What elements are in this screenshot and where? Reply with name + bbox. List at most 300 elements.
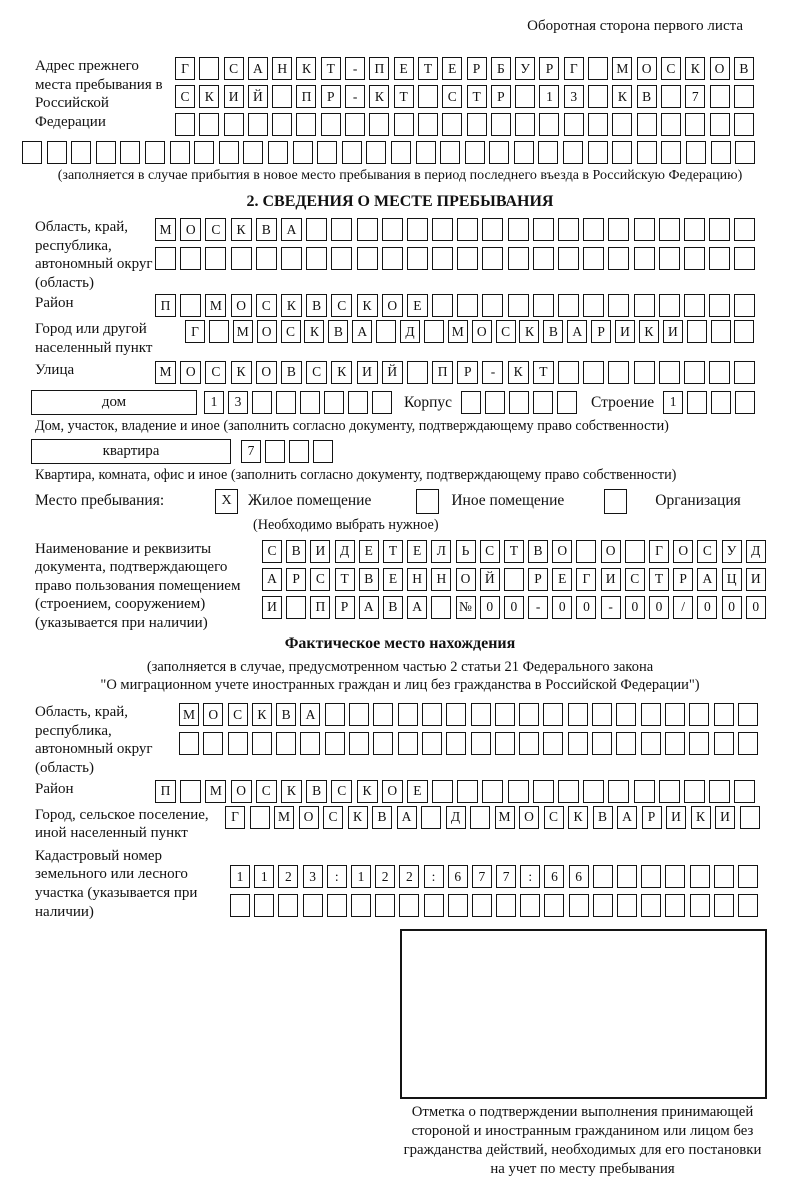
char-box: 2 — [399, 865, 419, 888]
char-box — [684, 294, 705, 317]
char-box — [659, 247, 680, 270]
char-row — [175, 57, 754, 80]
char-box: О — [601, 540, 621, 563]
char-box: И — [663, 320, 683, 343]
char-box — [665, 732, 685, 755]
previous-address-note: (заполняется в случае прибытия в новое место пребывания в период последнего въезда в Российскую Федерацию) — [57, 168, 743, 183]
char-box — [634, 361, 655, 384]
char-box: О — [710, 57, 730, 80]
char-box: К — [357, 780, 378, 803]
char-box — [265, 440, 285, 463]
char-box: Г — [175, 57, 195, 80]
char-box — [407, 218, 428, 241]
char-box: С — [306, 361, 327, 384]
char-box: К — [357, 294, 378, 317]
city-label: Город или другой населенный пункт — [35, 321, 153, 356]
char-box: 1 — [204, 391, 224, 414]
char-box: 0 — [697, 596, 717, 619]
char-box — [711, 141, 731, 164]
char-box — [684, 780, 705, 803]
char-box — [665, 894, 685, 917]
char-box: И — [224, 85, 244, 108]
char-box: Н — [272, 57, 292, 80]
char-box: В — [328, 320, 348, 343]
char-box: М — [274, 806, 294, 829]
char-box: Й — [480, 568, 500, 591]
char-box: О — [472, 320, 492, 343]
char-box: 7 — [685, 85, 705, 108]
street-label: Улица — [35, 361, 75, 378]
char-box — [376, 320, 396, 343]
char-box — [205, 247, 226, 270]
char-box: 0 — [480, 596, 500, 619]
char-box — [180, 780, 201, 803]
char-box — [734, 85, 754, 108]
char-box: С — [224, 57, 244, 80]
char-box — [199, 113, 219, 136]
char-box — [268, 141, 288, 164]
char-box — [588, 85, 608, 108]
char-box: М — [205, 780, 226, 803]
stroenie-label: Строение — [591, 393, 655, 411]
char-box — [369, 113, 389, 136]
char-box — [514, 141, 534, 164]
char-box: 1 — [663, 391, 683, 414]
char-box — [685, 113, 705, 136]
char-box — [568, 703, 588, 726]
char-box: П — [296, 85, 316, 108]
char-box — [399, 894, 419, 917]
char-box — [634, 780, 655, 803]
char-box — [734, 247, 755, 270]
char-box: И — [615, 320, 635, 343]
section2-title: 2. СВЕДЕНИЯ О МЕСТЕ ПРЕБЫВАНИЯ — [246, 193, 554, 210]
char-box — [564, 113, 584, 136]
char-box — [416, 141, 436, 164]
char-box — [296, 113, 316, 136]
char-box: О — [382, 780, 403, 803]
char-box: 2 — [278, 865, 298, 888]
korpus-row — [461, 391, 577, 414]
char-box — [659, 218, 680, 241]
char-box: К — [691, 806, 711, 829]
char-box: / — [673, 596, 693, 619]
field-city — [35, 320, 765, 357]
char-box — [470, 806, 490, 829]
char-box: С — [496, 320, 516, 343]
char-box — [508, 218, 529, 241]
char-row — [155, 247, 755, 270]
char-box — [22, 141, 42, 164]
char-box — [593, 894, 613, 917]
char-box: Й — [382, 361, 403, 384]
char-box: Р — [335, 596, 355, 619]
char-box — [482, 780, 503, 803]
char-box: Р — [528, 568, 548, 591]
char-box: О — [203, 703, 223, 726]
char-box — [248, 113, 268, 136]
house-type-box: дом — [31, 390, 197, 415]
char-box: О — [299, 806, 319, 829]
char-box: М — [448, 320, 468, 343]
char-box: 1 — [351, 865, 371, 888]
char-box: Т — [394, 85, 414, 108]
char-box: П — [432, 361, 453, 384]
char-box: 1 — [539, 85, 559, 108]
char-box — [276, 391, 296, 414]
char-box: М — [155, 218, 176, 241]
char-box — [432, 780, 453, 803]
char-box — [533, 391, 553, 414]
char-box: : — [327, 865, 347, 888]
char-box — [519, 703, 539, 726]
char-box: А — [407, 596, 427, 619]
apartment-row — [31, 439, 765, 464]
char-box: К — [252, 703, 272, 726]
char-box: О — [180, 361, 201, 384]
char-row — [230, 865, 758, 888]
char-row — [179, 703, 758, 726]
char-box: 0 — [552, 596, 572, 619]
char-row — [225, 806, 760, 829]
char-box — [583, 294, 604, 317]
char-box — [495, 732, 515, 755]
char-row — [175, 85, 754, 108]
char-box: Д — [400, 320, 420, 343]
char-box — [641, 894, 661, 917]
char-box: Е — [359, 540, 379, 563]
char-box — [625, 540, 645, 563]
char-box: 0 — [746, 596, 766, 619]
char-box — [209, 320, 229, 343]
char-box: П — [369, 57, 389, 80]
char-box: В — [383, 596, 403, 619]
char-box — [738, 894, 758, 917]
char-box — [714, 865, 734, 888]
char-box: Т — [383, 540, 403, 563]
char-box — [407, 361, 428, 384]
char-row — [155, 218, 755, 241]
char-box: Г — [576, 568, 596, 591]
char-box — [228, 732, 248, 755]
char-row — [179, 732, 758, 755]
char-box: О — [257, 320, 277, 343]
char-box — [714, 703, 734, 726]
char-box — [661, 141, 681, 164]
char-box: О — [519, 806, 539, 829]
char-box: В — [593, 806, 613, 829]
char-box: А — [697, 568, 717, 591]
char-box: К — [231, 218, 252, 241]
char-box — [120, 141, 140, 164]
char-box — [306, 247, 327, 270]
char-box — [533, 294, 554, 317]
char-box — [324, 391, 344, 414]
char-box: В — [281, 361, 302, 384]
char-box — [286, 596, 306, 619]
char-box: В — [256, 218, 277, 241]
char-box: С — [331, 780, 352, 803]
char-box: Н — [407, 568, 427, 591]
city-actual-label: Город, сельское поселение, иной населенный пункт — [35, 806, 209, 842]
char-box — [544, 894, 564, 917]
char-box — [382, 218, 403, 241]
char-box — [293, 141, 313, 164]
char-box — [612, 113, 632, 136]
char-box — [254, 894, 274, 917]
char-box: А — [617, 806, 637, 829]
char-box: В — [528, 540, 548, 563]
char-box: К — [331, 361, 352, 384]
char-box — [306, 218, 327, 241]
char-box — [155, 247, 176, 270]
char-box: 0 — [649, 596, 669, 619]
char-box: М — [205, 294, 226, 317]
char-box: Е — [383, 568, 403, 591]
district-label: Район — [35, 295, 74, 312]
char-box: 0 — [625, 596, 645, 619]
char-box — [659, 361, 680, 384]
char-box: Г — [649, 540, 669, 563]
house-note: Дом, участок, владение и иное (заполнить согласно документу, подтверждающему право собственности) — [35, 417, 669, 434]
stay-type-row — [35, 489, 765, 514]
char-box — [272, 113, 292, 136]
char-box: 6 — [544, 865, 564, 888]
char-box — [325, 732, 345, 755]
char-box — [665, 703, 685, 726]
char-box — [219, 141, 239, 164]
char-box — [714, 894, 734, 917]
char-box — [558, 294, 579, 317]
char-box — [641, 732, 661, 755]
char-row — [155, 294, 755, 317]
char-box: К — [508, 361, 529, 384]
char-box: Д — [746, 540, 766, 563]
char-box — [327, 894, 347, 917]
char-box — [357, 247, 378, 270]
char-box — [515, 113, 535, 136]
char-box — [608, 247, 629, 270]
char-box: В — [306, 780, 327, 803]
char-box: П — [155, 780, 176, 803]
char-box — [276, 732, 296, 755]
char-row-full-width — [22, 141, 765, 164]
char-box: Т — [418, 57, 438, 80]
field-street — [35, 361, 765, 384]
char-box: А — [352, 320, 372, 343]
char-box — [194, 141, 214, 164]
field-cadastral — [35, 847, 765, 921]
stay-option-organization-checkbox — [604, 489, 627, 514]
char-box: И — [715, 806, 735, 829]
char-box: 3 — [303, 865, 323, 888]
field-region-actual — [35, 703, 765, 777]
char-box — [543, 703, 563, 726]
char-box — [509, 391, 529, 414]
char-row — [185, 320, 754, 343]
char-box — [373, 732, 393, 755]
char-box — [689, 703, 709, 726]
char-box: Р — [286, 568, 306, 591]
char-box — [583, 780, 604, 803]
char-box — [738, 703, 758, 726]
char-box — [472, 894, 492, 917]
char-box: Е — [442, 57, 462, 80]
char-box — [608, 218, 629, 241]
char-box — [231, 247, 252, 270]
char-box — [465, 141, 485, 164]
char-box: К — [281, 780, 302, 803]
char-box: О — [231, 780, 252, 803]
char-box — [592, 703, 612, 726]
char-box: В — [372, 806, 392, 829]
stay-option-residential-label: Жилое помещение — [248, 492, 372, 510]
char-box: Е — [407, 780, 428, 803]
char-box — [689, 732, 709, 755]
char-box — [313, 440, 333, 463]
document-label: Наименование и реквизиты документа, подтверждающего право пользования помещением (строением, сооружением) (указывается при наличии) — [35, 540, 241, 631]
char-box — [357, 218, 378, 241]
char-box: Г — [564, 57, 584, 80]
char-box — [508, 294, 529, 317]
region-actual-label: Область, край, республика, автономный округ (область) — [35, 704, 153, 776]
char-box: К — [369, 85, 389, 108]
char-box — [588, 113, 608, 136]
char-box — [199, 57, 219, 80]
char-box — [568, 732, 588, 755]
char-box — [710, 85, 730, 108]
char-box — [576, 540, 596, 563]
char-box: Р — [591, 320, 611, 343]
char-box: К — [296, 57, 316, 80]
char-box: У — [722, 540, 742, 563]
char-box: Т — [321, 57, 341, 80]
stay-option-other-label: Иное помещение — [451, 492, 565, 510]
char-box: Р — [321, 85, 341, 108]
char-box — [634, 247, 655, 270]
char-box — [321, 113, 341, 136]
cadastral-label: Кадастровый номер земельного или лесного участка (указывается при наличии) — [35, 847, 198, 920]
char-box: 3 — [564, 85, 584, 108]
char-box — [734, 113, 754, 136]
char-box: Т — [649, 568, 669, 591]
char-box — [588, 141, 608, 164]
char-box — [608, 780, 629, 803]
char-box — [421, 806, 441, 829]
char-box: С — [205, 361, 226, 384]
char-box — [446, 703, 466, 726]
char-box — [612, 141, 632, 164]
char-box: С — [323, 806, 343, 829]
char-box — [709, 218, 730, 241]
char-box: М — [612, 57, 632, 80]
char-box: К — [568, 806, 588, 829]
char-row — [155, 780, 755, 803]
char-box — [519, 732, 539, 755]
char-box — [558, 361, 579, 384]
stay-option-organization-label: Организация — [655, 492, 741, 510]
char-box — [170, 141, 190, 164]
char-box — [690, 865, 710, 888]
char-box — [96, 141, 116, 164]
char-box: И — [746, 568, 766, 591]
stay-option-residential-checkbox: X — [215, 489, 238, 514]
char-box: - — [345, 57, 365, 80]
char-box: А — [300, 703, 320, 726]
char-box — [641, 865, 661, 888]
char-box — [634, 218, 655, 241]
char-box — [382, 247, 403, 270]
char-box: С — [256, 294, 277, 317]
char-box — [348, 391, 368, 414]
char-box: С — [175, 85, 195, 108]
char-box — [711, 320, 731, 343]
char-box: В — [543, 320, 563, 343]
char-box: О — [180, 218, 201, 241]
char-box — [418, 85, 438, 108]
char-box: 1 — [230, 865, 250, 888]
char-box — [407, 247, 428, 270]
char-box: М — [495, 806, 515, 829]
char-box: О — [256, 361, 277, 384]
char-box: А — [359, 596, 379, 619]
char-box: № — [456, 596, 476, 619]
char-box — [398, 703, 418, 726]
char-box: : — [424, 865, 444, 888]
char-box: В — [359, 568, 379, 591]
char-box — [250, 806, 270, 829]
char-box: А — [248, 57, 268, 80]
char-box: Е — [394, 57, 414, 80]
char-box — [345, 113, 365, 136]
char-box — [351, 894, 371, 917]
char-box — [608, 294, 629, 317]
char-box — [471, 732, 491, 755]
region-label: Область, край, республика, автономный округ (область) — [35, 219, 153, 291]
actual-location-note-line2: "О миграционном учете иностранных граждан и лиц без гражданства в Российской Федерации") — [100, 677, 700, 694]
char-box — [398, 732, 418, 755]
char-box — [325, 703, 345, 726]
char-row — [155, 361, 755, 384]
char-box — [300, 391, 320, 414]
char-box — [495, 703, 515, 726]
char-box: П — [155, 294, 176, 317]
char-box — [690, 894, 710, 917]
field-previous-address — [35, 57, 765, 136]
char-box: С — [661, 57, 681, 80]
char-box: Д — [335, 540, 355, 563]
char-box — [331, 218, 352, 241]
char-box: С — [281, 320, 301, 343]
char-box — [520, 894, 540, 917]
char-box: - — [528, 596, 548, 619]
char-box — [543, 732, 563, 755]
char-box: В — [306, 294, 327, 317]
char-box — [230, 894, 250, 917]
char-box: А — [567, 320, 587, 343]
char-box: К — [304, 320, 324, 343]
char-box — [687, 320, 707, 343]
char-box: В — [734, 57, 754, 80]
char-box — [448, 894, 468, 917]
char-box: Р — [467, 57, 487, 80]
char-box — [617, 894, 637, 917]
char-box — [482, 294, 503, 317]
char-box — [272, 85, 292, 108]
char-box — [687, 391, 707, 414]
char-box — [709, 247, 730, 270]
char-box: Р — [457, 361, 478, 384]
